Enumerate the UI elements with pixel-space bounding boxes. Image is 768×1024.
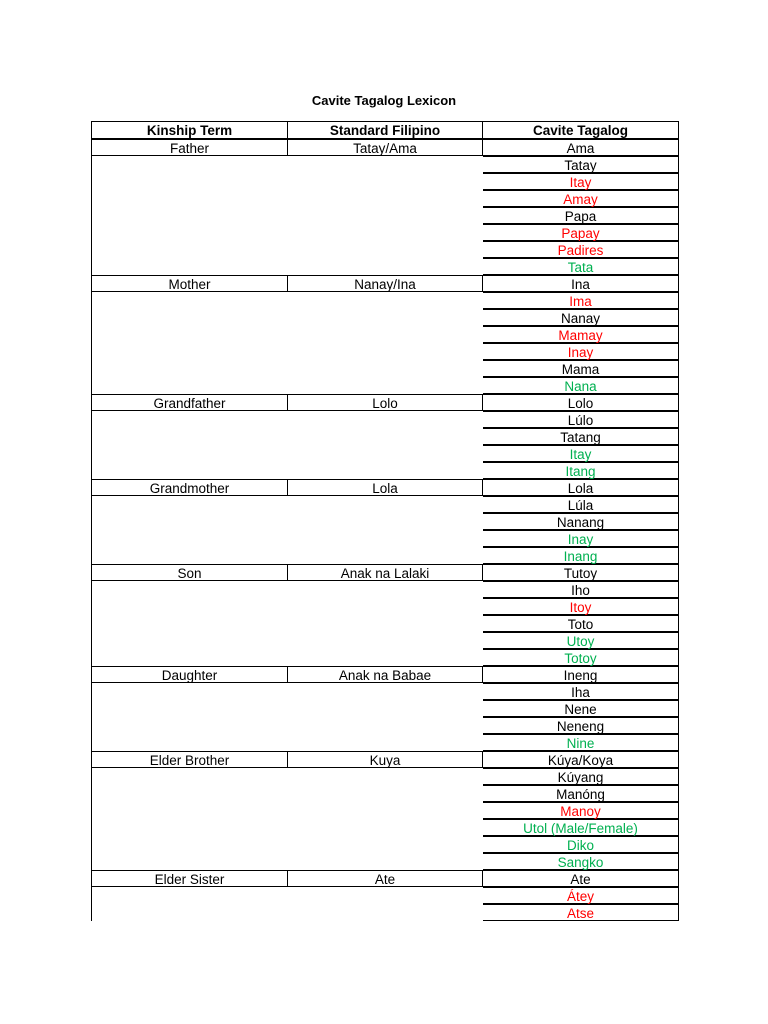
cavite-tagalog-cell: Utoy xyxy=(483,632,679,649)
variant-row xyxy=(91,377,679,394)
cavite-tagalog-cell: Amay xyxy=(483,190,679,207)
variant-row xyxy=(91,513,679,530)
variant-row xyxy=(91,462,679,479)
group-span-blank xyxy=(91,717,483,734)
variant-row xyxy=(91,649,679,666)
cavite-tagalog-cell: Papa xyxy=(483,207,679,224)
kinship-term-cell: Elder Brother xyxy=(91,751,287,768)
lexicon-table xyxy=(91,121,679,921)
cavite-tagalog-cell: Inang xyxy=(483,547,679,564)
cavite-tagalog-cell: Itay xyxy=(483,173,679,190)
variant-row xyxy=(91,734,679,751)
variant-row xyxy=(91,802,679,819)
group-span-blank xyxy=(91,156,483,173)
variant-row xyxy=(91,326,679,343)
cavite-tagalog-cell: Sangko xyxy=(483,853,679,870)
group-span-blank xyxy=(91,309,483,326)
cavite-tagalog-cell: Iha xyxy=(483,683,679,700)
cavite-tagalog-cell: Nanang xyxy=(483,513,679,530)
variant-row xyxy=(91,547,679,564)
cavite-tagalog-cell: Inay xyxy=(483,343,679,360)
variant-row xyxy=(91,241,679,258)
variant-row xyxy=(91,411,679,428)
variant-row xyxy=(91,428,679,445)
variant-row xyxy=(91,530,679,547)
group-span-blank xyxy=(91,530,483,547)
variant-row xyxy=(91,224,679,241)
cavite-tagalog-cell: Atse xyxy=(483,904,679,921)
variant-row xyxy=(91,904,679,921)
standard-filipino-cell: Tatay/Ama xyxy=(287,139,483,156)
variant-row xyxy=(91,683,679,700)
variant-row xyxy=(91,207,679,224)
group-span-blank xyxy=(91,785,483,802)
variant-row xyxy=(91,819,679,836)
cavite-tagalog-cell: Manoy xyxy=(483,802,679,819)
variant-row xyxy=(91,156,679,173)
cavite-tagalog-cell: Mama xyxy=(483,360,679,377)
group-span-blank xyxy=(91,462,483,479)
standard-filipino-cell: Anak na Lalaki xyxy=(287,564,483,581)
cavite-tagalog-cell: Mamay xyxy=(483,326,679,343)
cavite-tagalog-cell: Lolo xyxy=(483,394,679,411)
kinship-term-cell: Grandmother xyxy=(91,479,287,496)
group-span-blank xyxy=(91,326,483,343)
cavite-tagalog-cell: Nanay xyxy=(483,309,679,326)
group-span-blank xyxy=(91,428,483,445)
group-span-blank xyxy=(91,411,483,428)
cavite-tagalog-cell: Ineng xyxy=(483,666,679,683)
variant-row xyxy=(91,887,679,904)
group-header-row xyxy=(91,666,679,683)
group-header-row xyxy=(91,139,679,156)
group-span-blank xyxy=(91,700,483,717)
group-header-row xyxy=(91,564,679,581)
variant-row xyxy=(91,445,679,462)
variant-row xyxy=(91,343,679,360)
cavite-tagalog-cell: Diko xyxy=(483,836,679,853)
group-header-row xyxy=(91,479,679,496)
cavite-tagalog-cell: Tutoy xyxy=(483,564,679,581)
cavite-tagalog-cell: Lola xyxy=(483,479,679,496)
cavite-tagalog-cell: Toto xyxy=(483,615,679,632)
kinship-term-cell: Son xyxy=(91,564,287,581)
group-span-blank xyxy=(91,819,483,836)
cavite-tagalog-cell: Itoy xyxy=(483,598,679,615)
group-span-blank xyxy=(91,632,483,649)
variant-row xyxy=(91,615,679,632)
cavite-tagalog-cell: Ate xyxy=(483,870,679,887)
group-span-blank xyxy=(91,768,483,785)
group-header-row xyxy=(91,394,679,411)
group-span-blank xyxy=(91,598,483,615)
variant-row xyxy=(91,836,679,853)
group-span-blank xyxy=(91,581,483,598)
kinship-term-cell: Daughter xyxy=(91,666,287,683)
group-span-blank xyxy=(91,853,483,870)
variant-row xyxy=(91,309,679,326)
variant-row xyxy=(91,598,679,615)
cavite-tagalog-cell: Manóng xyxy=(483,785,679,802)
group-span-blank xyxy=(91,445,483,462)
variant-row xyxy=(91,360,679,377)
variant-row xyxy=(91,258,679,275)
group-span-blank xyxy=(91,258,483,275)
group-span-blank xyxy=(91,241,483,258)
standard-filipino-cell: Anak na Babae xyxy=(287,666,483,683)
group-span-blank xyxy=(91,173,483,190)
group-span-blank xyxy=(91,343,483,360)
group-span-blank xyxy=(91,683,483,700)
group-span-blank xyxy=(91,377,483,394)
kinship-term-cell: Father xyxy=(91,139,287,156)
cavite-tagalog-cell: Nana xyxy=(483,377,679,394)
group-header-row xyxy=(91,751,679,768)
variant-row xyxy=(91,853,679,870)
header-standard-filipino: Standard Filipino xyxy=(287,121,483,139)
group-span-blank xyxy=(91,496,483,513)
group-span-blank xyxy=(91,649,483,666)
cavite-tagalog-cell: Nine xyxy=(483,734,679,751)
kinship-term-cell: Grandfather xyxy=(91,394,287,411)
header-kinship-term: Kinship Term xyxy=(91,121,287,139)
group-span-blank xyxy=(91,207,483,224)
variant-row xyxy=(91,173,679,190)
cavite-tagalog-cell: Ama xyxy=(483,139,679,156)
group-span-blank xyxy=(91,836,483,853)
group-span-blank xyxy=(91,360,483,377)
standard-filipino-cell: Kuya xyxy=(287,751,483,768)
cavite-tagalog-cell: Ima xyxy=(483,292,679,309)
variant-row xyxy=(91,292,679,309)
variant-row xyxy=(91,632,679,649)
cavite-tagalog-cell: Kúyang xyxy=(483,768,679,785)
cavite-tagalog-cell: Itay xyxy=(483,445,679,462)
standard-filipino-cell: Nanay/Ina xyxy=(287,275,483,292)
table-header-row xyxy=(91,121,679,139)
variant-row xyxy=(91,768,679,785)
cavite-tagalog-cell: Padires xyxy=(483,241,679,258)
group-span-blank xyxy=(91,513,483,530)
group-span-blank xyxy=(91,292,483,309)
cavite-tagalog-cell: Tatay xyxy=(483,156,679,173)
cavite-tagalog-cell: Kúya/Koya xyxy=(483,751,679,768)
cavite-tagalog-cell: Lúlo xyxy=(483,411,679,428)
cavite-tagalog-cell: Inay xyxy=(483,530,679,547)
group-span-blank xyxy=(91,190,483,207)
group-span-blank xyxy=(91,734,483,751)
cavite-tagalog-cell: Iho xyxy=(483,581,679,598)
cavite-tagalog-cell: Nene xyxy=(483,700,679,717)
variant-row xyxy=(91,496,679,513)
page-title: Cavite Tagalog Lexicon xyxy=(311,93,457,108)
cavite-tagalog-cell: Neneng xyxy=(483,717,679,734)
cavite-tagalog-cell: Tatang xyxy=(483,428,679,445)
cavite-tagalog-cell: Tata xyxy=(483,258,679,275)
group-span-blank xyxy=(91,615,483,632)
standard-filipino-cell: Lola xyxy=(287,479,483,496)
kinship-term-cell: Mother xyxy=(91,275,287,292)
group-span-blank xyxy=(91,887,483,904)
cavite-tagalog-cell: Papay xyxy=(483,224,679,241)
cavite-tagalog-cell: Ina xyxy=(483,275,679,292)
cavite-tagalog-cell: Lúla xyxy=(483,496,679,513)
variant-row xyxy=(91,700,679,717)
group-span-blank xyxy=(91,802,483,819)
group-span-blank xyxy=(91,904,483,921)
standard-filipino-cell: Lolo xyxy=(287,394,483,411)
group-header-row xyxy=(91,275,679,292)
variant-row xyxy=(91,785,679,802)
cavite-tagalog-cell: Utol (Male/Female) xyxy=(483,819,679,836)
kinship-term-cell: Elder Sister xyxy=(91,870,287,887)
cavite-tagalog-cell: Átey xyxy=(483,887,679,904)
header-cavite-tagalog: Cavite Tagalog xyxy=(483,121,679,139)
group-span-blank xyxy=(91,224,483,241)
variant-row xyxy=(91,717,679,734)
cavite-tagalog-cell: Itang xyxy=(483,462,679,479)
variant-row xyxy=(91,190,679,207)
cavite-tagalog-cell: Totoy xyxy=(483,649,679,666)
variant-row xyxy=(91,581,679,598)
standard-filipino-cell: Ate xyxy=(287,870,483,887)
group-header-row xyxy=(91,870,679,887)
group-span-blank xyxy=(91,547,483,564)
